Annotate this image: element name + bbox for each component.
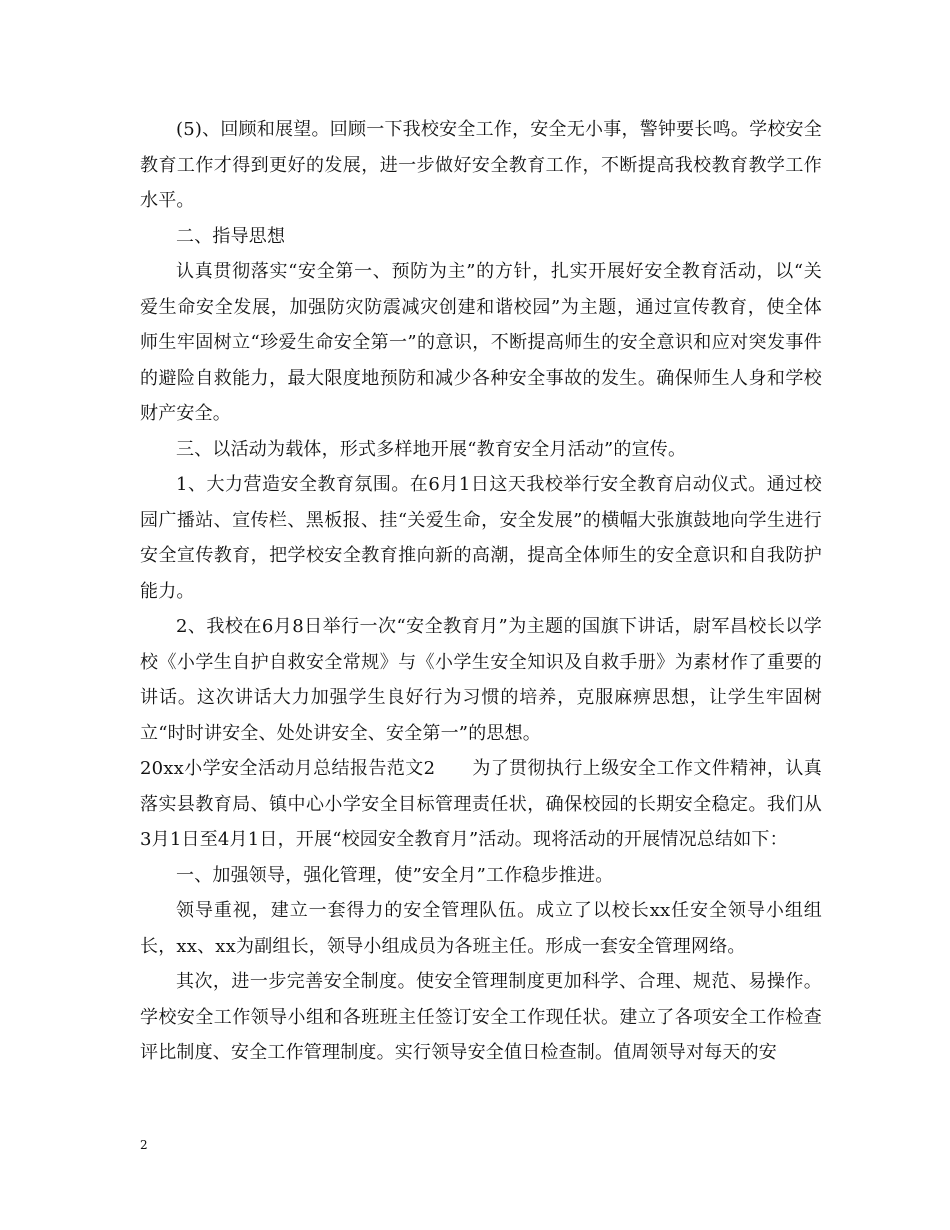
- paragraph-safety-system: 其次，进一步完善安全制度。使安全管理制度更加科学、合理、规范、易操作。学校安全工作领导小组和各班班主任签订安全工作现任状。建立了各项安全工作检查评比制度、安全工作管理制度。实行领导安全值日检查制。值周领导对每天的安: [140, 971, 822, 1063]
- page-number: 2: [140, 1138, 148, 1152]
- section-heading-guiding-ideology: 二、指导思想: [176, 225, 286, 247]
- paragraph-activity-2: 2、我校在6月8日举行一次“安全教育月”为主题的国旗下讲话，尉军昌校长以学校《小学生自护自救安全常规》与《小学生安全知识及自救手册》为素材作了重要的讲话。这次讲话大力加强学生良好行为习惯的培养，克服麻痹思想，让学生牢固树立“时时讲安全、处处讲安全、安全第一”的思想。: [140, 616, 822, 744]
- paragraph-summary-sample-2: 20xx小学安全活动月总结报告范文2 为了贯彻执行上级安全工作文件精神，认真落实县教育局、镇中心小学安全目标管理责任状，确保校园的长期安全稳定。我们从3月1日至4月1日，开展“校园安全教育月”活动。现将活动的开展情况总结如下：: [140, 758, 822, 850]
- paragraph-activity-1: 1、大力营造安全教育氛围。在6月1日这天我校举行安全教育启动仪式。通过校园广播站、宣传栏、黑板报、挂“关爱生命，安全发展”的横幅大张旗鼓地向学生进行安全宣传教育，把学校安全教育推向新的高潮，提高全体师生的安全意识和自我防护能力。: [140, 474, 822, 602]
- paragraph-guiding-ideology: 认真贯彻落实“安全第一、预防为主”的方针，扎实开展好安全教育活动，以“关爱生命安全发展，加强防灾防震减灾创建和谐校园”为主题，通过宣传教育，使全体师生牢固树立“珍爱生命安全第一”的意识，不断提高师生的安全意识和应对突发事件的避险自救能力，最大限度地预防和减少各种安全事故的发生。确保师生人身和学校财产安全。: [140, 261, 822, 424]
- paragraph-leadership-team: 领导重视，建立一套得力的安全管理队伍。成立了以校长xx任安全领导小组组长，xx、xx为副组长，领导小组成员为各班主任。形成一套安全管理网络。: [140, 900, 822, 957]
- section-heading-leadership: 一、加强领导，强化管理，使”安全月”工作稳步推进。: [176, 864, 614, 886]
- paragraph-review-outlook: (5)、回顾和展望。回顾一下我校安全工作，安全无小事，警钟要长鸣。学校安全教育工作才得到更好的发展，进一步做好安全教育工作，不断提高我校教育教学工作水平。: [140, 119, 822, 211]
- section-heading-activities: 三、以活动为载体，形式多样地开展“教育安全月活动”的宣传。: [176, 438, 687, 460]
- document-body: [140, 112, 822, 1071]
